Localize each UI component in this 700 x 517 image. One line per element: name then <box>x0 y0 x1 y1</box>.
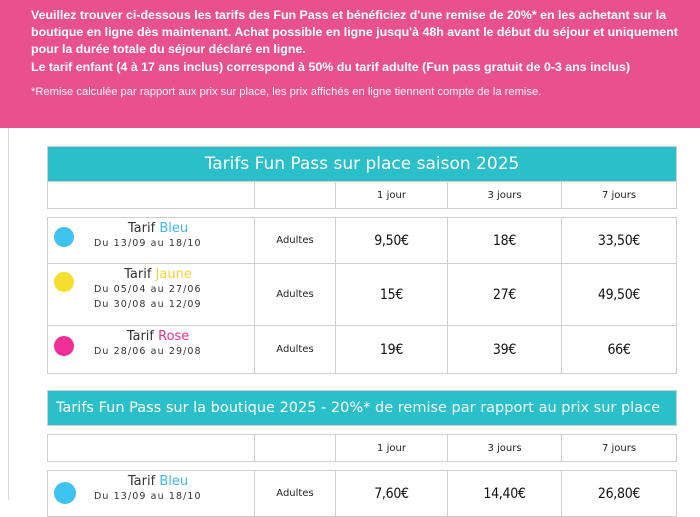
category-cell: Adultes <box>255 471 336 517</box>
table-row <box>48 264 677 326</box>
column-header: 1 jour <box>336 182 448 209</box>
tier-dates: Du 05/04 au 27/06 <box>94 284 202 295</box>
tier-dates: Du 13/09 au 18/10 <box>94 238 202 249</box>
tier-dates: Du 30/08 au 12/09 <box>94 299 202 310</box>
banner-note: *Remise calculée par rapport aux prix sur place, les prix affichés en ligne tiennent compte de la remise. <box>31 85 542 98</box>
price-cell: 39€ <box>448 326 562 374</box>
price-cell: 18€ <box>448 218 562 264</box>
price-cell: 33,50€ <box>562 218 677 264</box>
price-cell: 9,50€ <box>336 218 448 264</box>
banner-line: Le tarif enfant (4 à 17 ans inclus) correspond à 50% du tarif adulte (Fun pass gratuit de 0-3 ans inclus) <box>31 59 631 74</box>
online-title-strong: Tarifs Fun Pass sur la boutique 2025 - 20%* <box>56 400 371 416</box>
tier-dates: Du 28/06 au 29/08 <box>94 346 202 357</box>
table-row <box>48 218 677 264</box>
column-header: 3 jours <box>448 182 562 209</box>
tier-prefix: Tarif <box>127 474 156 489</box>
price-cell: 27€ <box>448 264 562 326</box>
column-header: 7 jours <box>562 182 677 209</box>
blank-header <box>255 435 336 462</box>
onsite-price-table <box>47 146 677 374</box>
blank-header <box>48 435 255 462</box>
blue-dot-icon <box>54 482 76 504</box>
tier-prefix: Tarif <box>127 221 156 236</box>
online-title-normal: de remise par rapport au prix sur place <box>370 400 660 416</box>
online-table-title <box>48 391 677 426</box>
price-cell: 26,80€ <box>562 471 677 517</box>
page-border <box>8 128 9 500</box>
tier-word: Bleu <box>159 221 189 236</box>
online-price-table <box>47 390 677 517</box>
banner-line: pour la durée totale du séjour déclaré en ligne. <box>31 42 306 57</box>
banner-line: Veuillez trouver ci-dessous les tarifs des Fun Pass et bénéficiez d'une remise de 20%* en les achetant sur la <box>31 8 667 22</box>
onsite-table-title: Tarifs Fun Pass sur place saison 2025 <box>48 147 677 182</box>
tier-prefix: Tarif <box>126 329 154 344</box>
info-banner <box>0 0 700 128</box>
row-gap <box>48 209 677 218</box>
tier-word: Rose <box>158 329 190 344</box>
banner-line: boutique en ligne dès maintenant. Achat possible en ligne jusqu'à 48h avant le début du séjour et uniquement <box>31 25 678 40</box>
tier-word: Bleu <box>159 474 189 489</box>
pink-dot-icon <box>54 336 74 356</box>
column-header: 1 jour <box>336 435 448 462</box>
price-cell: 7,60€ <box>336 471 448 517</box>
price-cell: 14,40€ <box>448 471 562 517</box>
tier-name <box>48 267 254 282</box>
column-header: 7 jours <box>562 435 677 462</box>
row-gap <box>48 462 677 471</box>
tier-name <box>48 474 254 489</box>
table-row <box>48 326 677 374</box>
category-cell: Adultes <box>255 326 336 374</box>
tier-cell <box>48 264 255 326</box>
yellow-dot-icon <box>54 272 74 292</box>
tier-prefix: Tarif <box>124 267 152 282</box>
column-header: 3 jours <box>448 435 562 462</box>
price-cell: 66€ <box>562 326 677 374</box>
tier-name <box>48 221 254 236</box>
tier-cell <box>48 218 255 264</box>
tier-dates: Du 13/09 au 18/10 <box>94 491 202 502</box>
blue-dot-icon <box>54 227 74 247</box>
tier-cell <box>48 471 255 517</box>
tier-cell <box>48 326 255 374</box>
table-row <box>48 471 677 517</box>
price-cell: 15€ <box>336 264 448 326</box>
category-cell: Adultes <box>255 218 336 264</box>
category-cell: Adultes <box>255 264 336 326</box>
tier-name <box>48 329 254 344</box>
price-cell: 19€ <box>336 326 448 374</box>
row-gap <box>48 426 677 435</box>
price-cell: 49,50€ <box>562 264 677 326</box>
tier-word: Jaune <box>155 267 192 282</box>
blank-header <box>255 182 336 209</box>
blank-header <box>48 182 255 209</box>
